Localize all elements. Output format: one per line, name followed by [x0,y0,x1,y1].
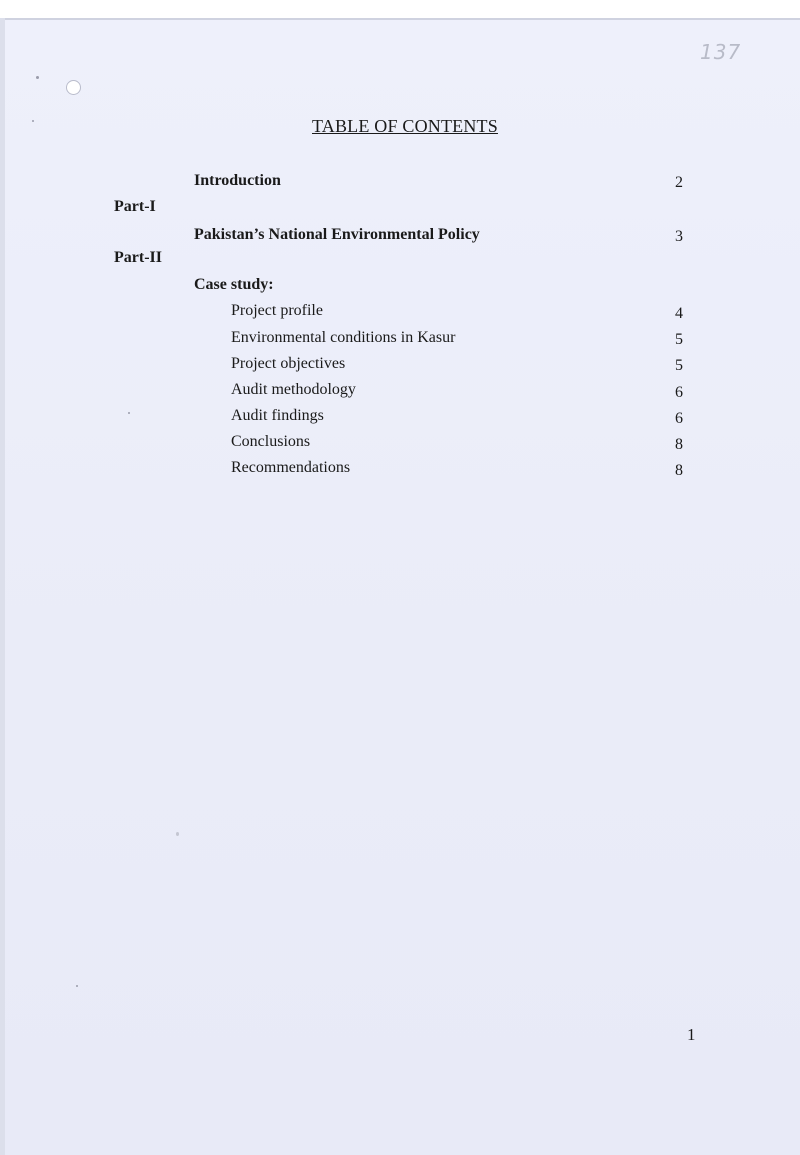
toc-page-number: 4 [675,305,683,322]
scan-speck [36,76,39,79]
scan-speck [76,985,78,987]
toc-subentry: Environmental conditions in Kasur [231,329,456,346]
toc-entry-introduction: Introduction [194,172,281,189]
scan-speck [32,120,34,122]
page-top-edge [0,18,800,20]
scan-speck [128,412,130,414]
toc-subentry: Audit methodology [231,381,356,398]
toc-subentry: Conclusions [231,433,311,450]
toc-subentry: Project profile [231,302,323,319]
footer-page-number: 1 [687,1025,696,1044]
toc-page-number: 3 [675,228,683,245]
toc-title: TABLE OF CONTENTS [312,116,498,136]
page-left-edge [0,18,5,1155]
toc-page-number: 5 [675,357,683,374]
toc-subentry: Recommendations [231,459,351,476]
toc-page-number: 2 [675,174,683,191]
toc-part-heading-part-ii: Part-II [114,249,162,266]
toc-subentry: Audit findings [231,407,324,424]
punch-hole [66,80,81,95]
toc-page-number: 8 [675,462,683,479]
handwritten-folio-mark: 137 [700,40,742,64]
toc-page-number: 6 [675,410,683,427]
toc-part-heading-part-i: Part-I [114,198,156,215]
toc-subentry: Project objectives [231,355,346,372]
toc-page-number: 8 [675,436,683,453]
scan-top-margin [0,0,800,18]
toc-entry-case-study: Case study: [194,276,274,293]
toc-page-number: 5 [675,331,683,348]
toc-page-number: 6 [675,384,683,401]
toc-entry-national-environmental-policy: Pakistan’s National Environmental Policy [194,226,480,243]
scan-speck [176,832,179,836]
